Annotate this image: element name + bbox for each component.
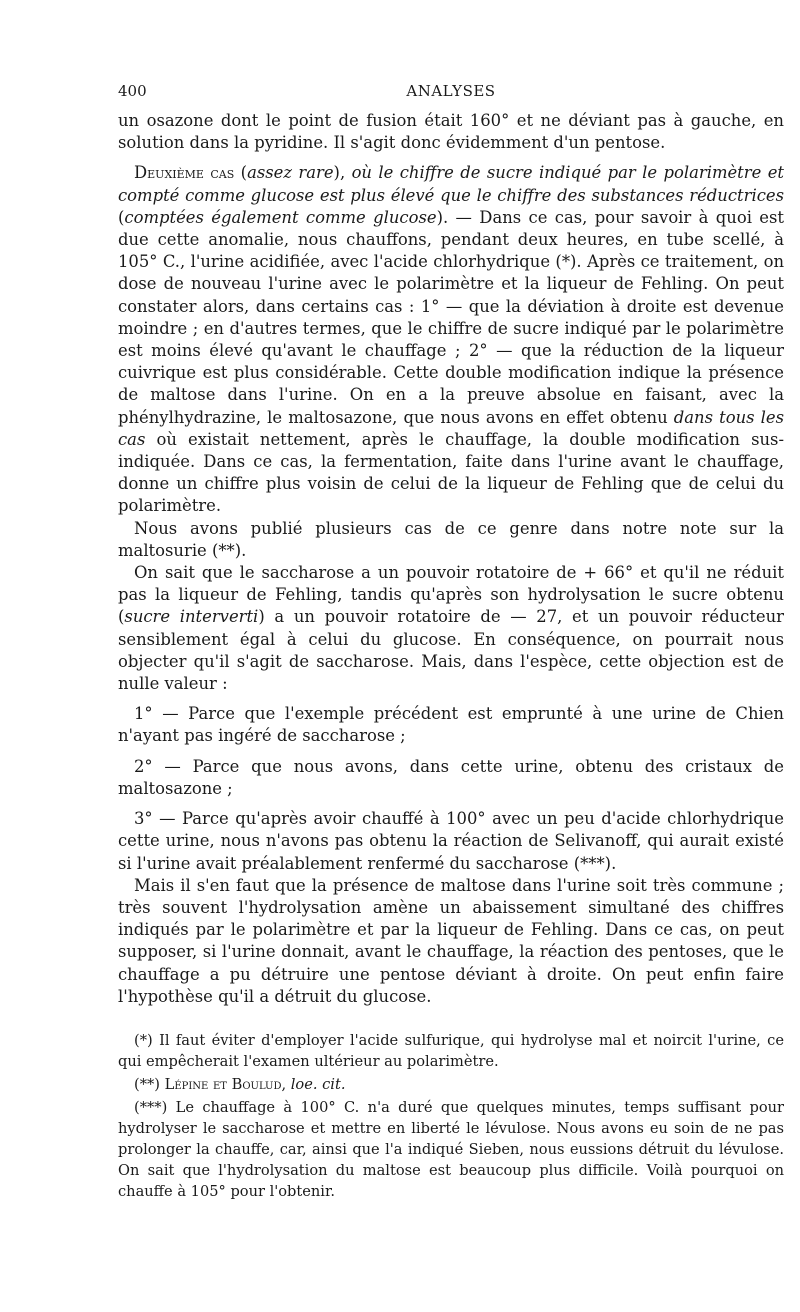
- text-segment: Nous avons publié plusieurs cas de ce genre dans notre note sur la maltosurie (**).: [118, 518, 784, 560]
- paragraph-saccharose: [118, 562, 784, 695]
- paragraph-continuation: [118, 110, 784, 154]
- text-segment: comptées également comme glucose: [124, 207, 437, 227]
- list-item-1: [118, 703, 784, 747]
- body-text: [118, 110, 784, 1008]
- footnote-segment: (*) Il faut éviter d'employer l'acide sulfurique, qui hydrolyse mal et noircit l'urine, ce qui empêcherait l'examen ultérieur au polarimètre.: [118, 1031, 784, 1070]
- text-segment: où le chiffre de sucre indiqué par le polarimètre et compté comme glucose est plus élevé que le chiffre des substances réductrices: [118, 163, 784, 205]
- footnote-segment: loe. cit.: [290, 1075, 346, 1093]
- text-segment: 1° — Parce que l'exemple précédent est emprunté à une urine de Chien n'ayant pas ingéré de saccharose ;: [118, 704, 784, 746]
- text-segment: un osazone dont le point de fusion était 160° et ne déviant pas à gauche, en solution dans la pyridine. Il s'agit donc évidemment d'un pentose.: [118, 111, 784, 153]
- footnote-segment: (**): [134, 1075, 165, 1093]
- footnotes: [118, 1030, 784, 1202]
- running-title: ANALYSES: [406, 82, 496, 100]
- paragraph-maltosurie: [118, 518, 784, 562]
- text-segment: Deuxième cas: [134, 163, 235, 183]
- paragraph-second-case: [118, 162, 784, 517]
- page-header: [118, 82, 784, 110]
- book-page: [118, 82, 784, 1202]
- footnote-1: [118, 1030, 784, 1072]
- footnote-3: [118, 1097, 784, 1202]
- text-segment: où existait nettement, après le chauffage, la double modification sus-indiquée. Dans ce cas, la fermentation, faite dans l'urine avant le chauffage, donne un chiffre plus voisin de celui de la liqueur de Fehling que de celui du polarimètre.: [118, 429, 784, 516]
- footnote-segment: Lépine et Boulud: [164, 1075, 282, 1093]
- footnote-segment: ,: [281, 1075, 291, 1093]
- page-number: 400: [118, 82, 147, 100]
- footnote-segment: (***) Le chauffage à 100° C. n'a duré que quelques minutes, temps suffisant pour hydrolyser le saccharose et mettre en liberté le lévulose. Nous avons eu soin de ne pas prolonger la chauffe, car, ainsi que l'a indiqué Sieben, nous eussions détruit du lévulose. On sait que l'hydrolysation du maltose est beaucoup plus difficile. Voilà pourquoi on chauffe à 105° pour l'obtenir.: [118, 1098, 784, 1200]
- text-segment: sucre interverti: [124, 607, 259, 627]
- text-segment: dans tous les cas: [118, 407, 784, 449]
- text-segment: 2° — Parce que nous avons, dans cette urine, obtenu des cristaux de maltosazone ;: [118, 756, 784, 798]
- text-segment: ). — Dans ce cas, pour savoir à quoi est due cette anomalie, nous chauffons, pendant deux heures, en tube scellé, à 105° C., l'urine acidifiée, avec l'acide chlorhydrique (*). Après ce traitement, on dose de nouveau l'urine avec le polarimètre et la liqueur de Fehling. On peut constater alors, dans certains cas : 1° — que la déviation à droite est devenue moindre ; en d'autres termes, que le chiffre de sucre indiqué par le polarimètre est moins élevé qu'avant le chauffage ; 2° — que la réduction de la liqueur cuivrique est plus considérable. Cette double modification indique la présence de maltose dans l'urine. On en a la preuve absolue en faisant, avec la phénylhydrazine, le maltosazone, que nous avons en effet obtenu: [118, 207, 784, 427]
- text-segment: ),: [333, 163, 352, 183]
- text-segment: Mais il s'en faut que la présence de maltose dans l'urine soit très commune ; très souvent l'hydrolysation amène un abaissement simultané des chiffres indiqués par le polarimètre et par la liqueur de Fehling. Dans ce cas, on peut supposer, si l'urine donnait, avant le chauffage, la réaction des pentoses, que le chauffage a pu détruire une pentose déviant à droite. On peut enfin faire l'hypothèse qu'il a détruit du glucose.: [118, 875, 784, 1006]
- text-segment: On sait que le saccharose a un pouvoir rotatoire de + 66° et qu'il ne réduit pas la liqueur de Fehling, tandis qu'après son hydrolysation le sucre obtenu (: [118, 563, 784, 627]
- text-segment: (: [118, 207, 125, 227]
- text-segment: 3° — Parce qu'après avoir chauffé à 100° avec un peu d'acide chlorhydrique cette urine, nous n'avons pas obtenu la réaction de Selivanoff, qui aurait existé si l'urine avait préalablement renfermé du saccharose (***).: [118, 809, 784, 873]
- text-segment: ) a un pouvoir rotatoire de — 27, et un pouvoir réducteur sensiblement égal à celui du glucose. En conséquence, on pourrait nous objecter qu'il s'agit de saccharose. Mais, dans l'espèce, cette objection est de nulle valeur :: [118, 607, 784, 694]
- text-segment: assez rare: [247, 163, 334, 183]
- list-item-3: [118, 808, 784, 875]
- text-segment: (: [234, 163, 248, 183]
- list-item-2: [118, 756, 784, 800]
- paragraph-conclusion: [118, 875, 784, 1008]
- footnote-2: [118, 1074, 784, 1095]
